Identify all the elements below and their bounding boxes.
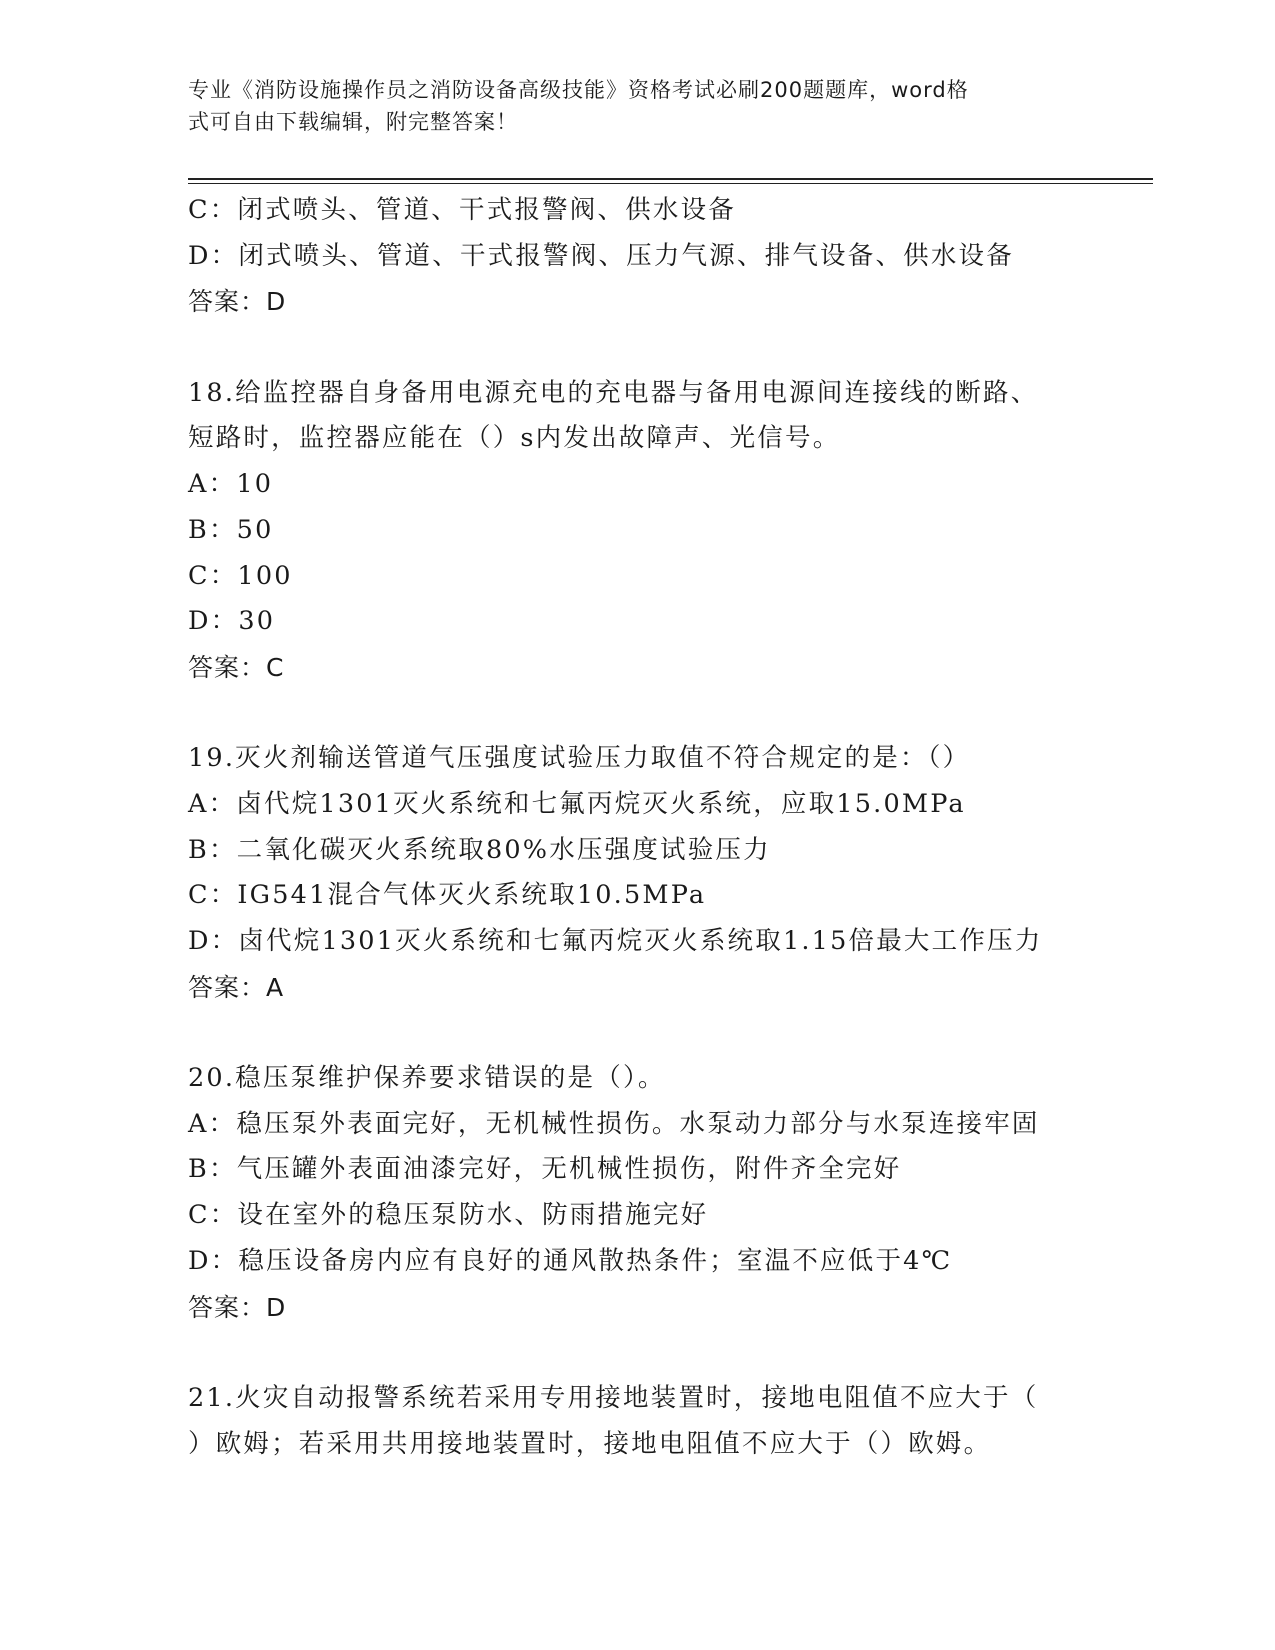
question-stem: 21.火灾自动报警系统若采用专用接地装置时，接地电阻值不应大于（ (188, 1382, 1039, 1413)
option-d: D：卤代烷1301灭火系统和七氟丙烷灭火系统取1.15倍最大工作压力 (188, 926, 1043, 956)
option-b: B：气压罐外表面油漆完好，无机械性损伤，附件齐全完好 (188, 1154, 902, 1185)
spacer (188, 325, 1153, 371)
option-a: A：卤代烷1301灭火系统和七氟丙烷灭火系统，应取15.0MPa (188, 788, 966, 819)
header-divider-thin (188, 183, 1153, 184)
option-b: B：二氧化碳灭火系统取80%水压强度试验压力 (188, 834, 771, 865)
document-header (188, 74, 1078, 138)
spacer (188, 1330, 1153, 1376)
question-stem-continued: 短路时，监控器应能在（）s内发出故障声、光信号。 (188, 423, 841, 454)
question-stem: 19.灭火剂输送管道气压强度试验压力取值不符合规定的是：（） (188, 743, 971, 774)
question-21 (188, 1376, 1153, 1467)
spacer (188, 1010, 1153, 1056)
answer-line: 答案：D (188, 1292, 287, 1322)
spacer (188, 691, 1153, 737)
question-stem-continued: ）欧姆；若采用共用接地装置时，接地电阻值不应大于（）欧姆。 (188, 1428, 992, 1459)
question-19 (188, 736, 1153, 1010)
option-d: D：30 (188, 606, 276, 637)
option-a: A：10 (188, 469, 274, 500)
option-d: D：闭式喷头、管道、干式报警阀、压力气源、排气设备、供水设备 (188, 240, 1014, 271)
option-c: C：闭式喷头、管道、干式报警阀、供水设备 (188, 195, 737, 225)
answer-line: 答案：D (188, 287, 287, 317)
option-d: D：稳压设备房内应有良好的通风散热条件；室温不应低于4℃ (188, 1245, 953, 1276)
answer-line: 答案：A (188, 972, 285, 1002)
answer-line: 答案：C (188, 652, 285, 682)
question-18 (188, 371, 1153, 691)
header-title-line-1: 专业《消防设施操作员之消防设备高级技能》资格考试必刷200题题库，word格 (188, 78, 969, 102)
header-title-line-2: 式可自由下载编辑，附完整答案！ (188, 110, 518, 134)
question-17-tail (188, 188, 1153, 325)
option-c: C：IG541混合气体灭火系统取10.5MPa (188, 880, 707, 911)
question-list (188, 188, 1153, 1467)
question-20 (188, 1056, 1153, 1330)
option-c: C：100 (188, 560, 293, 591)
option-a: A：稳压泵外表面完好，无机械性损伤。水泵动力部分与水泵连接牢固 (188, 1108, 1040, 1139)
question-stem: 20.稳压泵维护保养要求错误的是（）。 (188, 1063, 666, 1094)
option-b: B：50 (188, 514, 274, 545)
header-divider-thick (188, 178, 1153, 180)
question-stem: 18.给监控器自身备用电源充电的充电器与备用电源间连接线的断路、 (188, 377, 1039, 408)
option-c: C：设在室外的稳压泵防水、防雨措施完好 (188, 1200, 709, 1231)
